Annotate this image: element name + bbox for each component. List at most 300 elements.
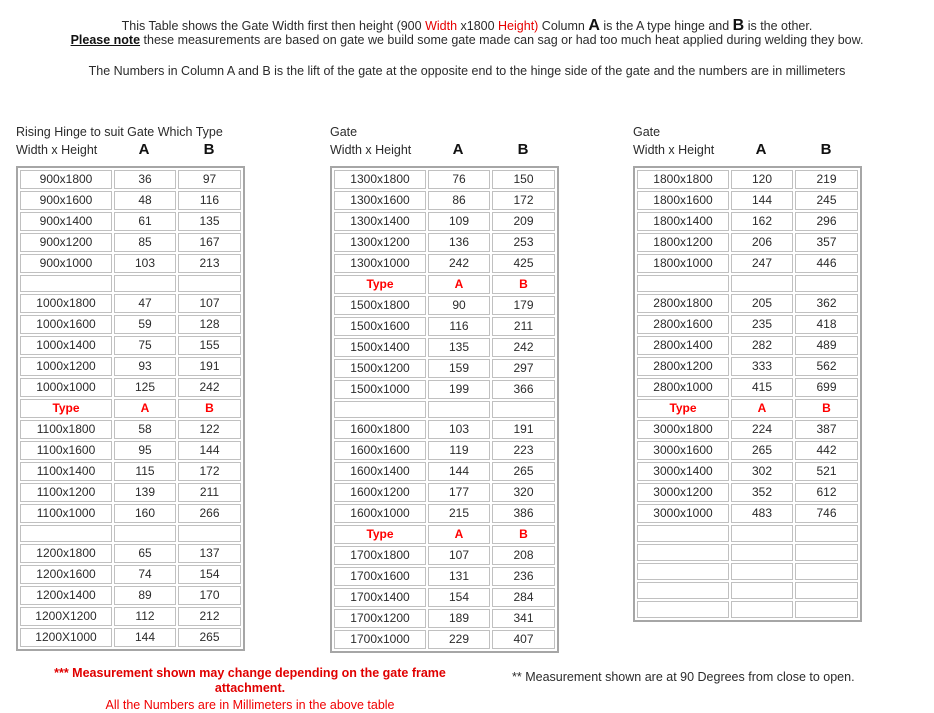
table-row	[637, 233, 858, 252]
a-value-cell: 136	[428, 233, 490, 252]
b-value-cell: 362	[795, 294, 858, 313]
table-row	[334, 170, 555, 189]
a-value-cell: 333	[731, 357, 793, 376]
a-value-cell	[428, 401, 490, 418]
a-value-cell	[114, 525, 176, 542]
gate-measurements-table	[633, 166, 862, 622]
b-value-cell: 320	[492, 483, 555, 502]
table-row	[334, 588, 555, 607]
a-value-cell: 93	[114, 357, 176, 376]
b-value-cell: 219	[795, 170, 858, 189]
b-value-cell	[795, 582, 858, 599]
a-value-cell: 89	[114, 586, 176, 605]
table-row	[637, 170, 858, 189]
gate-size-cell: 1800x1400	[637, 212, 729, 231]
gate-measurements-table	[330, 166, 559, 653]
width-height-label: Width x Height	[16, 143, 98, 157]
b-value-cell	[795, 601, 858, 618]
table-row	[20, 336, 241, 355]
a-value-cell: 215	[428, 504, 490, 523]
b-value-cell: 242	[178, 378, 241, 397]
b-value-cell	[492, 401, 555, 418]
gate-size-cell: 1600x1000	[334, 504, 426, 523]
text-segment: This Table shows the Gate Width first then height (900	[121, 19, 426, 33]
a-value-cell: 107	[428, 546, 490, 565]
table-row	[20, 565, 241, 584]
a-value-cell	[731, 275, 793, 292]
column-b-label: B	[203, 141, 215, 158]
text-segment: Please note	[70, 33, 141, 47]
b-value-cell: 154	[178, 565, 241, 584]
gate-size-cell: 1000x1200	[20, 357, 112, 376]
gate-size-cell: 2800x1200	[637, 357, 729, 376]
gate-size-cell: Type	[334, 275, 426, 294]
empty-row	[637, 525, 858, 542]
b-value-cell: 223	[492, 441, 555, 460]
gate-size-cell: 3000x1000	[637, 504, 729, 523]
text-segment: A	[588, 17, 600, 34]
table-row	[20, 504, 241, 523]
b-value-cell: 387	[795, 420, 858, 439]
gate-size-cell: 1500x1000	[334, 380, 426, 399]
gate-size-cell: 1200X1000	[20, 628, 112, 647]
gate-size-cell: 1100x1800	[20, 420, 112, 439]
intro-line-2	[0, 33, 934, 48]
gate-size-cell: 1100x1400	[20, 462, 112, 481]
table-row	[637, 420, 858, 439]
a-value-cell: 58	[114, 420, 176, 439]
gate-table-section-2	[330, 124, 559, 653]
table-row	[637, 212, 858, 231]
b-value-cell: 446	[795, 254, 858, 273]
empty-row	[637, 544, 858, 561]
table-row	[20, 586, 241, 605]
gate-size-cell: 1600x1800	[334, 420, 426, 439]
a-value-cell: 47	[114, 294, 176, 313]
gate-size-cell: 3000x1800	[637, 420, 729, 439]
b-value-cell: 442	[795, 441, 858, 460]
a-value-cell: 59	[114, 315, 176, 334]
gate-size-cell	[637, 582, 729, 599]
table-heading: Gate	[633, 125, 661, 139]
table-row	[334, 338, 555, 357]
b-value-cell: 699	[795, 378, 858, 397]
empty-row	[637, 601, 858, 618]
table-row	[334, 546, 555, 565]
table-row	[334, 441, 555, 460]
footer-warning-block	[40, 666, 460, 713]
a-value-cell	[114, 275, 176, 292]
b-value-cell: 116	[178, 191, 241, 210]
column-b-label: B	[820, 141, 832, 158]
b-value-cell: 242	[492, 338, 555, 357]
gate-size-cell: 1600x1400	[334, 462, 426, 481]
a-value-cell: 162	[731, 212, 793, 231]
b-value-cell: 297	[492, 359, 555, 378]
b-value-cell: 284	[492, 588, 555, 607]
gate-size-cell: 1300x1000	[334, 254, 426, 273]
gate-size-cell	[637, 525, 729, 542]
text-segment: is the other.	[744, 19, 813, 33]
a-value-cell: 95	[114, 441, 176, 460]
gate-size-cell: 1000x1400	[20, 336, 112, 355]
gate-size-cell	[637, 275, 729, 292]
a-value-cell	[731, 525, 793, 542]
table-row	[637, 441, 858, 460]
table-row	[334, 212, 555, 231]
a-value-cell: 131	[428, 567, 490, 586]
table-row	[334, 296, 555, 315]
a-value-cell: 90	[428, 296, 490, 315]
b-value-cell: 612	[795, 483, 858, 502]
table-row	[637, 315, 858, 334]
table-row	[334, 504, 555, 523]
a-value-cell	[731, 544, 793, 561]
b-value-cell: 265	[178, 628, 241, 647]
a-value-cell: 159	[428, 359, 490, 378]
table-column-headers	[633, 141, 862, 163]
a-value-cell	[731, 563, 793, 580]
text-segment: B	[732, 17, 745, 34]
gate-size-cell: 1300x1400	[334, 212, 426, 231]
table-row	[637, 357, 858, 376]
a-value-cell	[731, 582, 793, 599]
b-value-cell: 208	[492, 546, 555, 565]
gate-size-cell	[637, 601, 729, 618]
b-value-cell: 425	[492, 254, 555, 273]
gate-size-cell: 900x1800	[20, 170, 112, 189]
a-value-cell: 282	[731, 336, 793, 355]
table-heading: Rising Hinge to suit Gate Which Type	[16, 125, 223, 139]
b-value-cell: 107	[178, 294, 241, 313]
table-row	[334, 233, 555, 252]
text-segment: x1800	[457, 19, 499, 33]
empty-row	[637, 563, 858, 580]
gate-size-cell: Type	[20, 399, 112, 418]
a-value-cell: 86	[428, 191, 490, 210]
gate-size-cell: 1200X1200	[20, 607, 112, 626]
a-value-cell: 206	[731, 233, 793, 252]
b-value-cell: 236	[492, 567, 555, 586]
b-value-cell: 357	[795, 233, 858, 252]
column-a-label: A	[138, 141, 150, 158]
table-row	[20, 191, 241, 210]
table-row	[637, 462, 858, 481]
b-value-cell: 253	[492, 233, 555, 252]
gate-size-cell	[637, 563, 729, 580]
table-row	[20, 378, 241, 397]
gate-size-cell: 1000x1600	[20, 315, 112, 334]
type-header-row	[637, 399, 858, 418]
text-segment: these measurements are based on gate we build some gate made can sag or had too much heat applied during welding they bow.	[140, 33, 864, 47]
width-height-label: Width x Height	[633, 143, 715, 157]
text-segment: Height)	[498, 19, 539, 33]
b-value-cell: 150	[492, 170, 555, 189]
empty-row	[20, 525, 241, 542]
table-row	[334, 317, 555, 336]
a-value-cell: 189	[428, 609, 490, 628]
empty-row	[637, 582, 858, 599]
gate-size-cell: 1100x1600	[20, 441, 112, 460]
b-value-cell: 265	[492, 462, 555, 481]
table-row	[20, 315, 241, 334]
gate-size-cell: Type	[334, 525, 426, 544]
gate-size-cell: 1200x1400	[20, 586, 112, 605]
gate-table-section-3	[633, 124, 862, 622]
gate-size-cell	[334, 401, 426, 418]
b-value-cell	[795, 544, 858, 561]
gate-size-cell: 2800x1400	[637, 336, 729, 355]
gate-size-cell: 1300x1600	[334, 191, 426, 210]
type-header-row	[334, 525, 555, 544]
b-value-cell: 209	[492, 212, 555, 231]
table-row	[637, 191, 858, 210]
b-value-cell: 122	[178, 420, 241, 439]
table-row	[20, 254, 241, 273]
table-row	[334, 567, 555, 586]
gate-size-cell: 1700x1800	[334, 546, 426, 565]
b-value-cell: 170	[178, 586, 241, 605]
column-a-label: A	[755, 141, 767, 158]
a-value-cell: A	[428, 525, 490, 544]
gate-size-cell: 2800x1800	[637, 294, 729, 313]
a-value-cell: 205	[731, 294, 793, 313]
gate-size-cell: 1800x1600	[637, 191, 729, 210]
footer-warning-text: *** Measurement shown may change depending on the gate frame attachment.	[54, 666, 446, 695]
b-value-cell	[795, 563, 858, 580]
b-value-cell: 418	[795, 315, 858, 334]
table-row	[20, 420, 241, 439]
gate-size-cell: 900x1200	[20, 233, 112, 252]
table-row	[20, 462, 241, 481]
b-value-cell: 521	[795, 462, 858, 481]
text-segment: Width	[425, 19, 458, 33]
table-row	[637, 336, 858, 355]
a-value-cell: 139	[114, 483, 176, 502]
table-row	[637, 378, 858, 397]
column-a-label: A	[452, 141, 464, 158]
intro-line-3: The Numbers in Column A and B is the lift of the gate at the opposite end to the hinge side of the gate and the numbers are in millimeters	[88, 64, 846, 78]
a-value-cell: A	[114, 399, 176, 418]
gate-size-cell: 1500x1600	[334, 317, 426, 336]
text-segment: is the A type hinge and	[599, 19, 733, 33]
empty-row	[334, 401, 555, 418]
b-value-cell: B	[492, 275, 555, 294]
b-value-cell: 137	[178, 544, 241, 563]
gate-size-cell: 1600x1600	[334, 441, 426, 460]
table-row	[20, 212, 241, 231]
b-value-cell: 407	[492, 630, 555, 649]
a-value-cell: 120	[731, 170, 793, 189]
b-value-cell: 562	[795, 357, 858, 376]
gate-size-cell	[20, 275, 112, 292]
table-row	[334, 483, 555, 502]
intro-line-1	[0, 18, 934, 34]
a-value-cell: 85	[114, 233, 176, 252]
b-value-cell: B	[492, 525, 555, 544]
a-value-cell: 177	[428, 483, 490, 502]
b-value-cell: 211	[178, 483, 241, 502]
gate-size-cell: 2800x1600	[637, 315, 729, 334]
b-value-cell: 172	[178, 462, 241, 481]
a-value-cell: 415	[731, 378, 793, 397]
table-row	[334, 380, 555, 399]
b-value-cell: 366	[492, 380, 555, 399]
b-value-cell: 746	[795, 504, 858, 523]
a-value-cell: 224	[731, 420, 793, 439]
gate-size-cell: 3000x1200	[637, 483, 729, 502]
table-row	[20, 170, 241, 189]
table-column-headers	[16, 141, 245, 163]
a-value-cell: 160	[114, 504, 176, 523]
gate-size-cell: 1100x1200	[20, 483, 112, 502]
a-value-cell: 154	[428, 588, 490, 607]
gate-size-cell: 2800x1000	[637, 378, 729, 397]
width-height-label: Width x Height	[330, 143, 412, 157]
a-value-cell: 103	[114, 254, 176, 273]
a-value-cell: 116	[428, 317, 490, 336]
table-row	[637, 483, 858, 502]
gate-size-cell: 1000x1800	[20, 294, 112, 313]
table-row	[637, 294, 858, 313]
gate-size-cell: 1300x1800	[334, 170, 426, 189]
table-row	[20, 607, 241, 626]
b-value-cell: 245	[795, 191, 858, 210]
gate-size-cell: 1800x1000	[637, 254, 729, 273]
gate-size-cell: 1700x1400	[334, 588, 426, 607]
b-value-cell: 128	[178, 315, 241, 334]
gate-size-cell: 1200x1600	[20, 565, 112, 584]
gate-size-cell: 1800x1800	[637, 170, 729, 189]
table-row	[334, 609, 555, 628]
gate-size-cell: 1500x1400	[334, 338, 426, 357]
a-value-cell: 65	[114, 544, 176, 563]
type-header-row	[20, 399, 241, 418]
a-value-cell: 242	[428, 254, 490, 273]
a-value-cell: 75	[114, 336, 176, 355]
b-value-cell: B	[795, 399, 858, 418]
gate-size-cell	[637, 544, 729, 561]
a-value-cell: 109	[428, 212, 490, 231]
b-value-cell: 155	[178, 336, 241, 355]
b-value-cell: B	[178, 399, 241, 418]
b-value-cell: 341	[492, 609, 555, 628]
a-value-cell: 103	[428, 420, 490, 439]
a-value-cell: 112	[114, 607, 176, 626]
table-row	[20, 483, 241, 502]
table-row	[334, 359, 555, 378]
b-value-cell	[795, 275, 858, 292]
footer-units-note: All the Numbers are in Millimeters in the above table	[105, 698, 395, 712]
table-row	[334, 254, 555, 273]
gate-size-cell: 1100x1000	[20, 504, 112, 523]
table-row	[637, 504, 858, 523]
gate-size-cell: Type	[637, 399, 729, 418]
gate-size-cell: 1700x1000	[334, 630, 426, 649]
b-value-cell: 213	[178, 254, 241, 273]
a-value-cell: 125	[114, 378, 176, 397]
gate-size-cell: 900x1600	[20, 191, 112, 210]
a-value-cell: 483	[731, 504, 793, 523]
gate-size-cell: 1500x1200	[334, 359, 426, 378]
gate-size-cell: 1000x1000	[20, 378, 112, 397]
table-row	[20, 628, 241, 647]
text-segment: Column	[538, 19, 589, 33]
b-value-cell: 191	[178, 357, 241, 376]
a-value-cell: 199	[428, 380, 490, 399]
table-row	[20, 233, 241, 252]
a-value-cell: 119	[428, 441, 490, 460]
gate-size-cell: 1200x1800	[20, 544, 112, 563]
type-header-row	[334, 275, 555, 294]
a-value-cell: 144	[114, 628, 176, 647]
a-value-cell: 76	[428, 170, 490, 189]
b-value-cell: 135	[178, 212, 241, 231]
gate-size-cell	[20, 525, 112, 542]
b-value-cell	[178, 275, 241, 292]
a-value-cell: A	[731, 399, 793, 418]
table-row	[334, 630, 555, 649]
b-value-cell: 167	[178, 233, 241, 252]
gate-size-cell: 900x1400	[20, 212, 112, 231]
a-value-cell: A	[428, 275, 490, 294]
a-value-cell: 135	[428, 338, 490, 357]
b-value-cell	[795, 525, 858, 542]
a-value-cell: 48	[114, 191, 176, 210]
a-value-cell: 302	[731, 462, 793, 481]
table-row	[334, 420, 555, 439]
table-row	[637, 254, 858, 273]
gate-size-cell: 1700x1200	[334, 609, 426, 628]
a-value-cell: 247	[731, 254, 793, 273]
empty-row	[20, 275, 241, 292]
b-value-cell: 386	[492, 504, 555, 523]
a-value-cell	[731, 601, 793, 618]
b-value-cell: 489	[795, 336, 858, 355]
b-value-cell: 144	[178, 441, 241, 460]
gate-measurements-table	[16, 166, 245, 651]
a-value-cell: 235	[731, 315, 793, 334]
footer-degrees-note: ** Measurement shown are at 90 Degrees from close to open.	[512, 670, 855, 684]
table-row	[20, 441, 241, 460]
a-value-cell: 61	[114, 212, 176, 231]
gate-table-section-1	[16, 124, 245, 651]
b-value-cell: 266	[178, 504, 241, 523]
table-row	[20, 294, 241, 313]
a-value-cell: 144	[428, 462, 490, 481]
a-value-cell: 144	[731, 191, 793, 210]
a-value-cell: 265	[731, 441, 793, 460]
b-value-cell: 97	[178, 170, 241, 189]
gate-size-cell: 1800x1200	[637, 233, 729, 252]
a-value-cell: 115	[114, 462, 176, 481]
table-heading: Gate	[330, 125, 358, 139]
b-value-cell: 191	[492, 420, 555, 439]
table-row	[334, 462, 555, 481]
a-value-cell: 36	[114, 170, 176, 189]
table-row	[20, 357, 241, 376]
gate-size-cell: 3000x1600	[637, 441, 729, 460]
column-b-label: B	[517, 141, 529, 158]
a-value-cell: 229	[428, 630, 490, 649]
a-value-cell: 352	[731, 483, 793, 502]
b-value-cell: 211	[492, 317, 555, 336]
gate-size-cell: 1700x1600	[334, 567, 426, 586]
gate-size-cell: 1500x1800	[334, 296, 426, 315]
empty-row	[637, 275, 858, 292]
b-value-cell: 212	[178, 607, 241, 626]
gate-size-cell: 1600x1200	[334, 483, 426, 502]
